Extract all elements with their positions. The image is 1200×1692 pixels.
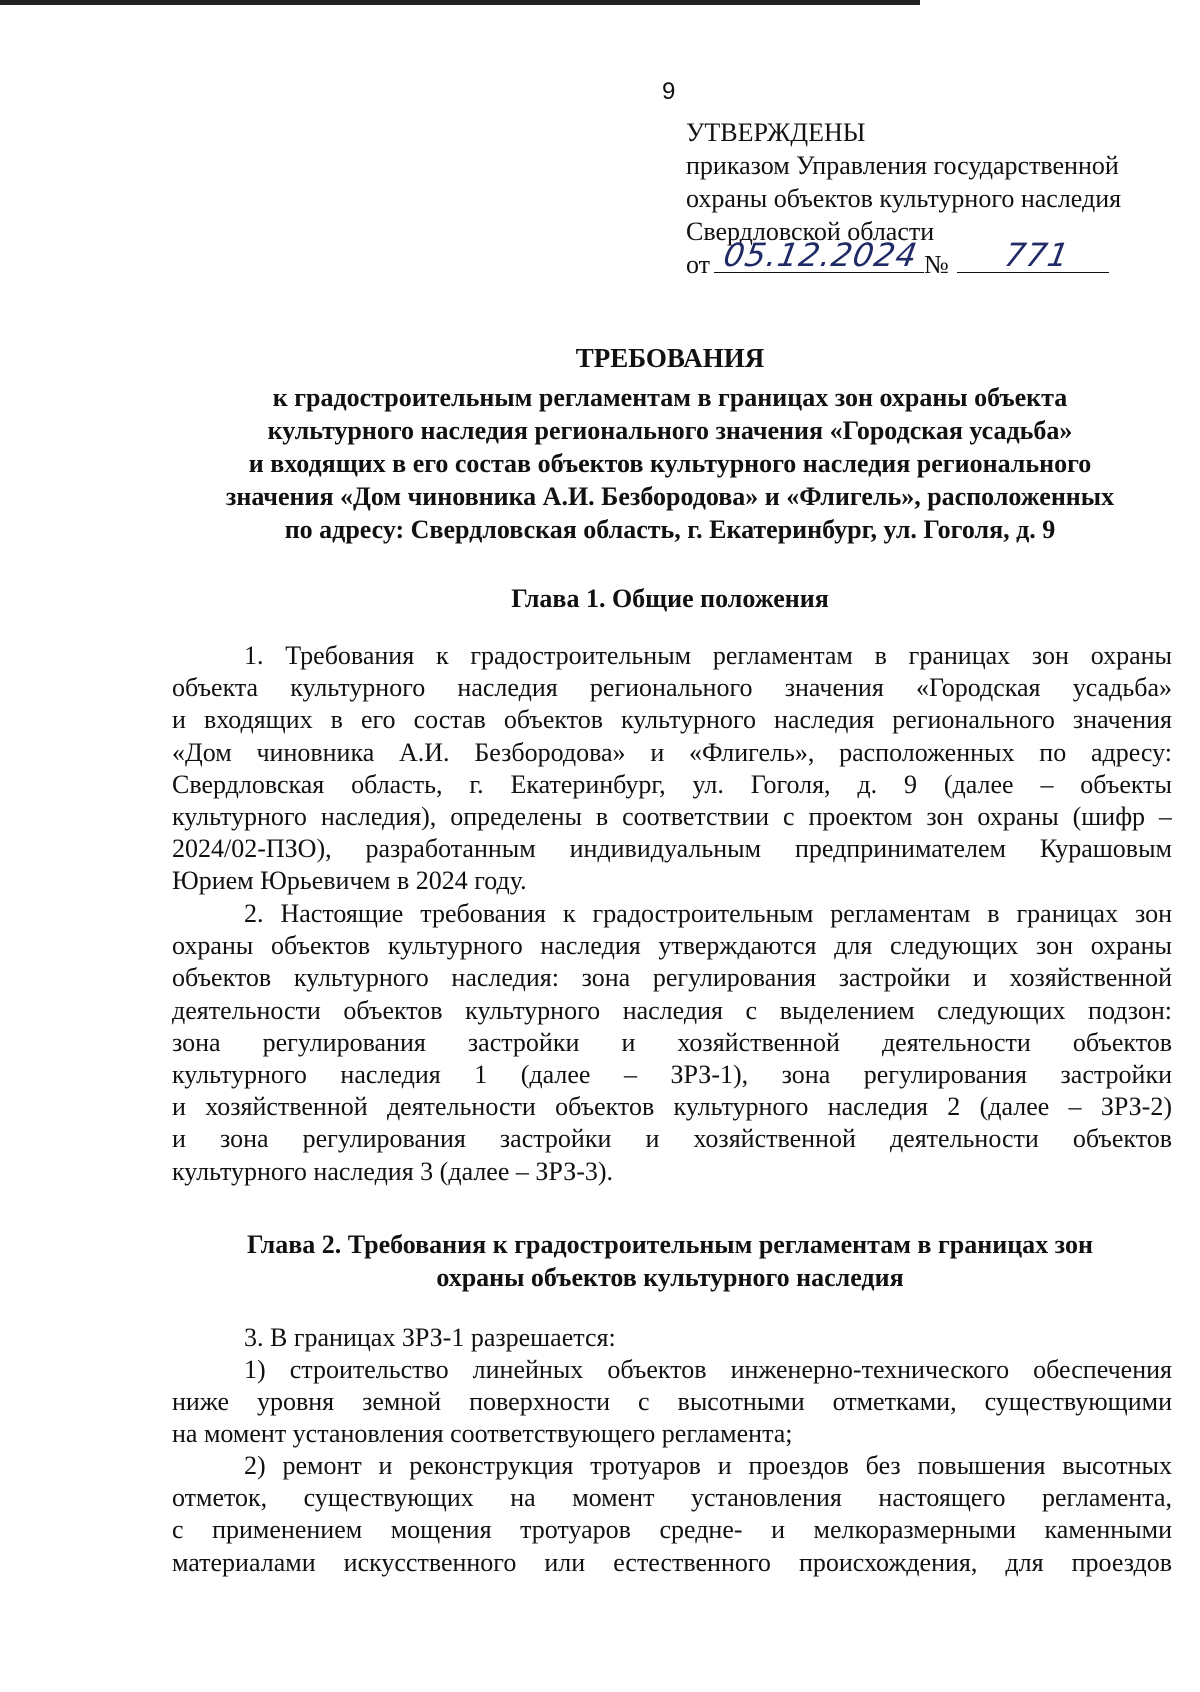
title-line: к градостроительным регламентам в границах зон охраны объекта [272, 383, 1068, 412]
paragraph-line: Свердловская область, г. Екатеринбург, ул. Гоголя, д. 9 (далее – объекты [172, 769, 1172, 799]
number-field [957, 236, 1109, 274]
chapter-2-heading [160, 1228, 1180, 1294]
paragraph-line: на момент установления соответствующего регламента; [172, 1419, 793, 1449]
title-line: и входящих в его состав объектов культурного наследия регионального [248, 449, 1092, 478]
date-field [714, 236, 924, 274]
paragraph-line: зона регулирования застройки и хозяйственной деятельности объектов [172, 1027, 1172, 1057]
paragraph-line: 2) ремонт и реконструкция тротуаров и проездов без повышения высотных [244, 1451, 1172, 1480]
handwritten-number: 771 [1001, 236, 1073, 274]
approval-line: приказом Управления государственной [686, 151, 1119, 180]
paragraph-line: объекта культурного наследия регионального значения «Городская усадьба» [172, 673, 1172, 703]
paragraph-line: и хозяйственной деятельности объектов культурного наследия 2 (далее – ЗРЗ-2) [172, 1092, 1172, 1122]
chapter-title: Глава 2. Требования к градостроительным регламентам в границах зон [247, 1230, 1093, 1259]
paragraph-line: материалами искусственного или естественного происхождения, для проездов [172, 1547, 1172, 1577]
title-line: по адресу: Свердловская область, г. Екатеринбург, ул. Гоголя, д. 9 [284, 515, 1056, 544]
handwritten-date: 05.12.2024 [720, 236, 921, 274]
paragraph-line: культурного наследия 1 (далее – ЗРЗ-1), зона регулирования застройки [172, 1060, 1172, 1090]
title-main: ТРЕБОВАНИЯ [575, 343, 765, 373]
paragraph-line: культурного наследия 3 (далее – ЗРЗ-3). [172, 1156, 614, 1186]
date-prefix: от [686, 250, 711, 279]
approval-heading: УТВЕРЖДЕНЫ [686, 118, 866, 147]
chapter-title: охраны объектов культурного наследия [436, 1263, 904, 1292]
paragraph-line: «Дом чиновника А.И. Безбородова» и «Флигель», расположенных по адресу: [172, 737, 1172, 767]
paragraph-line: 2. Настоящие требования к градостроительным регламентам в границах зон [244, 899, 1172, 928]
approval-line: Свердловской области [686, 217, 935, 246]
chapter-1-heading [160, 582, 1180, 615]
scan-edge-line [0, 0, 920, 5]
number-sign: № [924, 250, 949, 279]
paragraph-line: 2024/02-ПЗО), разработанным индивидуальным предпринимателем Курашовым [172, 834, 1172, 864]
paragraph-line: Юрием Юрьевичем в 2024 году. [172, 866, 527, 896]
paragraph-3 [172, 1322, 1172, 1354]
paragraph-line: и зона регулирования застройки и хозяйственной деятельности объектов [172, 1124, 1172, 1154]
chapter-title: Глава 1. Общие положения [511, 584, 829, 613]
approval-stamp-block [686, 116, 1186, 281]
document-title [160, 342, 1180, 546]
paragraph-line: 3. В границах ЗРЗ-1 разрешается: [244, 1323, 616, 1352]
title-line: культурного наследия регионального значения «Городская усадьба» [267, 416, 1073, 445]
paragraph-line: деятельности объектов культурного наследия с выделением следующих подзон: [172, 995, 1172, 1025]
paragraph-line: охраны объектов культурного наследия утверждаются для следующих зон охраны [172, 931, 1172, 961]
paragraph-line: и входящих в его состав объектов культурного наследия регионального значения [172, 705, 1172, 735]
approval-date-number-row [686, 236, 1186, 281]
paragraph-line: объектов культурного наследия: зона регулирования застройки и хозяйственной [172, 963, 1172, 993]
list-item-1 [172, 1354, 1172, 1451]
paragraph-line: 1) строительство линейных объектов инженерно-технического обеспечения [244, 1355, 1172, 1384]
paragraph-2 [172, 898, 1172, 1188]
approval-line: охраны объектов культурного наследия [686, 184, 1122, 213]
page-number: 9 [662, 78, 676, 105]
list-item-2 [172, 1450, 1172, 1579]
paragraph-line: ниже уровня земной поверхности с высотными отметками, существующими [172, 1387, 1172, 1417]
paragraph-line: 1. Требования к градостроительным регламентам в границах зон охраны [244, 641, 1172, 670]
paragraph-line: отметок, существующих на момент установления настоящего регламента, [172, 1483, 1172, 1513]
paragraph-line: с применением мощения тротуаров средне- и мелкоразмерными каменными [172, 1515, 1172, 1545]
title-line: значения «Дом чиновника А.И. Безбородова» и «Флигель», расположенных [225, 482, 1115, 511]
paragraph-1 [172, 640, 1172, 898]
paragraph-line: культурного наследия), определены в соответствии с проектом зон охраны (шифр – [172, 802, 1172, 832]
